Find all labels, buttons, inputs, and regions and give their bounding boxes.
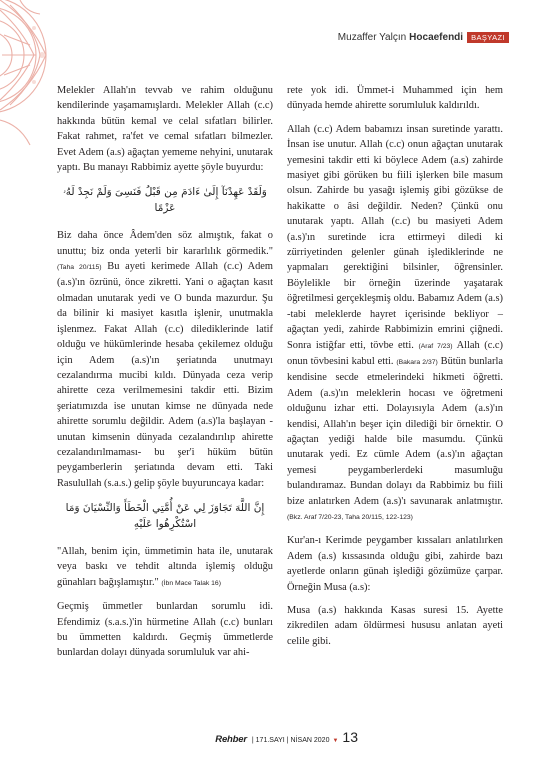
paragraph [287, 122, 503, 526]
citation: (Araf 7/23) [418, 342, 453, 350]
author-last-name: Hocaefendi [409, 32, 464, 43]
paragraph: Musa (a.s) hakkında Kasas suresi 15. Ayette zikredilen adam öldürmesi hususu anlatan ayeti celile gibi. [287, 605, 503, 647]
paragraph-text: Allah (c.c) onun tövbesini kabul etti. [287, 339, 503, 367]
left-column [57, 83, 273, 661]
paragraph-text: Bütün bunlarla kendisine secde etmelerindeki hikmeti öğretti. Adem (a.s)'ın meleklerin hocası ve öğretmeni olduğunu izhar etti. Dolayısıyla Adem (a.s)'ın kendisi, Allah'ın beşer için dilediği bir örnektir. O ağaçtan yediği halde bile masumdu. Çünkü unutarak yedi. Ez cümle Adem (a.s)'ın ağaçtan yemesi peygamberlerdeki masumluğu bulandıramaz. Bundan dolayı da Rabbimiz bu fiili bize anlatırken Adem (a.s)'ı savunarak anlatmıştır. [287, 355, 503, 507]
magazine-brand: Rehber [215, 734, 247, 745]
paragraph [57, 544, 273, 591]
paragraph-text: Bu ayeti kerimede Allah (c.c) Adem (a.s)'ın özrünü, önce zikretti. Yani o ağaçtan kasıt olmadan unutarak yedi ve O bunda mazurdur. Şu da bilinir ki masiyet kasıtla işlenir, unutmakla işlenmez. Fakat Allah (c.c) dilediklerinde latif olduğu ve hükümlerinde hesaba çekilemez olduğu için Adem (a.s)'ın şeriatında unutmayı cezalandırma mucibi kıldı. Dünyada ceza verip ahirette ceza verilmemesini takdir etti. Bizim şeriatımızda ise unutan kimse ne dünyada nede ahirette sorumlu değildir. Adem (a.s)'la başlayan - unutan kimsenin dünyada cezalandırılıp ahirette cezalandırılmaması- bu şer'i hüküm bütün peygamberlerin şeriatında devam etti. Taki Rasulullah (s.a.s.) gelip şöyle buyuruncaya kadar: [57, 261, 273, 489]
section-badge: BAŞYAZI [467, 32, 509, 43]
paragraph: Melekler Allah'ın tevvab ve rahim olduğunu kendilerinde yaşamamışlardı. Melekler Allah (c.c) hakkında bütün kemal ve celal sıfatları bilirler. Fakat rahmet, ra'fet ve cemal sıfatları bilmezler. Evet Adem (a.s) ağaçtan yememe nehyini, unutarak yaptı. Bu manayı Rabbimiz ayette şöyle buyurdu: [57, 85, 273, 174]
paragraph [57, 228, 273, 491]
right-column [287, 83, 503, 649]
mandala-ornament [0, 0, 60, 150]
triangle-icon: ▼ [332, 738, 339, 744]
paragraph: Geçmiş ümmetler bunlardan sorumlu idi. Efendimiz (s.a.s.)'in hürmetine Allah (c.c) bunları bu ümmetten kaldırdı. Geçmiş ümmetlerde bunlardan dolayı dünyada sorumluluk var ahi- [57, 601, 273, 659]
issue-number: 171.SAYI [255, 737, 285, 744]
arabic-hadith: إِنَّ اللَّهَ تَجَاوَزَ لِي عَنْ أُمَّتِي الْخَطَأَ وَالنِّسْيَانَ وَمَا اسْتُكْرِهُوا عَلَيْهِ [65, 502, 265, 530]
citation: (Bakara 2/37) [396, 358, 438, 366]
paragraph: rete yok idi. Ümmet-i Muhammed için hem dünyada hemde ahirette sorumluluk kaldırıldı. [287, 85, 503, 112]
paragraph-text: "Allah, benim için, ümmetimin hata ile, unutarak veya baskı ve tehdit altında işlemiş olduğu günahları bağışlamıştır." [57, 545, 273, 588]
citation: (İbn Mace Talak 16) [161, 579, 221, 587]
arabic-verse: وَلَقَدْ عَهِدْنَآ إِلَىٰ ءَادَمَ مِن قَبْلُ فَنَسِىَ وَلَمْ نَجِدْ لَهُۥ عَزْمًا [63, 186, 267, 214]
issue-date: NİSAN 2020 [290, 737, 330, 744]
citation: (Bkz. Araf 7/20-23, Taha 20/115, 122-123) [287, 513, 413, 521]
page-number: 13 [342, 729, 358, 745]
paragraph-text: Allah (c.c) Adem babamızı insan suretinde yarattı. İnsan ise unutur. Allah (c.c) onun ağaçtan unutarak yemesini takdir etti ki böylece Adem (a.s) zahirde masiyet gibi görüken bu fiili işlerken bile masum olsun. Zahirde bu yasağı işlemiş gibi gözükse de hakikatte o âsi değildir. Neden? Çünkü onu unutarak yaptı. Allah (c.c) bu masiyeti Adem (a.s)'ın suretinde icra ettirmeyi diledi ki zürriyetinden gelenler günah işlediklerinde ne yapmaları gerektiğini bilsinler, öğrensinler. Böylelikle bir örneğin üzerinde yaşatarak öğretilmesi gerçekleşmiş oldu. Babamız Adem (a.s) -tabi meleklerde hayret içerisinde bekliyor – ağaçtan yedi, zahirde Rabbimizin emrini çiğnedi. Sonra istiğfar etti, tövbe etti. [287, 123, 503, 351]
citation: (Taha 20/115) [57, 264, 102, 272]
page-footer: Rehber | 171.SAYI | NİSAN 2020 ▼ 13 [215, 729, 358, 745]
author-first-name: Muzaffer Yalçın [337, 32, 407, 43]
page-header [338, 32, 509, 43]
paragraph: Kur'an-ı Kerimde peygamber kıssaları anlatılırken Adem (a.s) kıssasında olduğu gibi, zahirde bazı ayetlerde onların günah işlediği gözümüze çarpar. Örneğin Musa (a.s): [287, 535, 503, 593]
paragraph-text: Biz daha önce Âdem'den söz almıştık, fakat o unuttu; biz onda yeterli bir kararlılık görmedik." [57, 230, 273, 257]
